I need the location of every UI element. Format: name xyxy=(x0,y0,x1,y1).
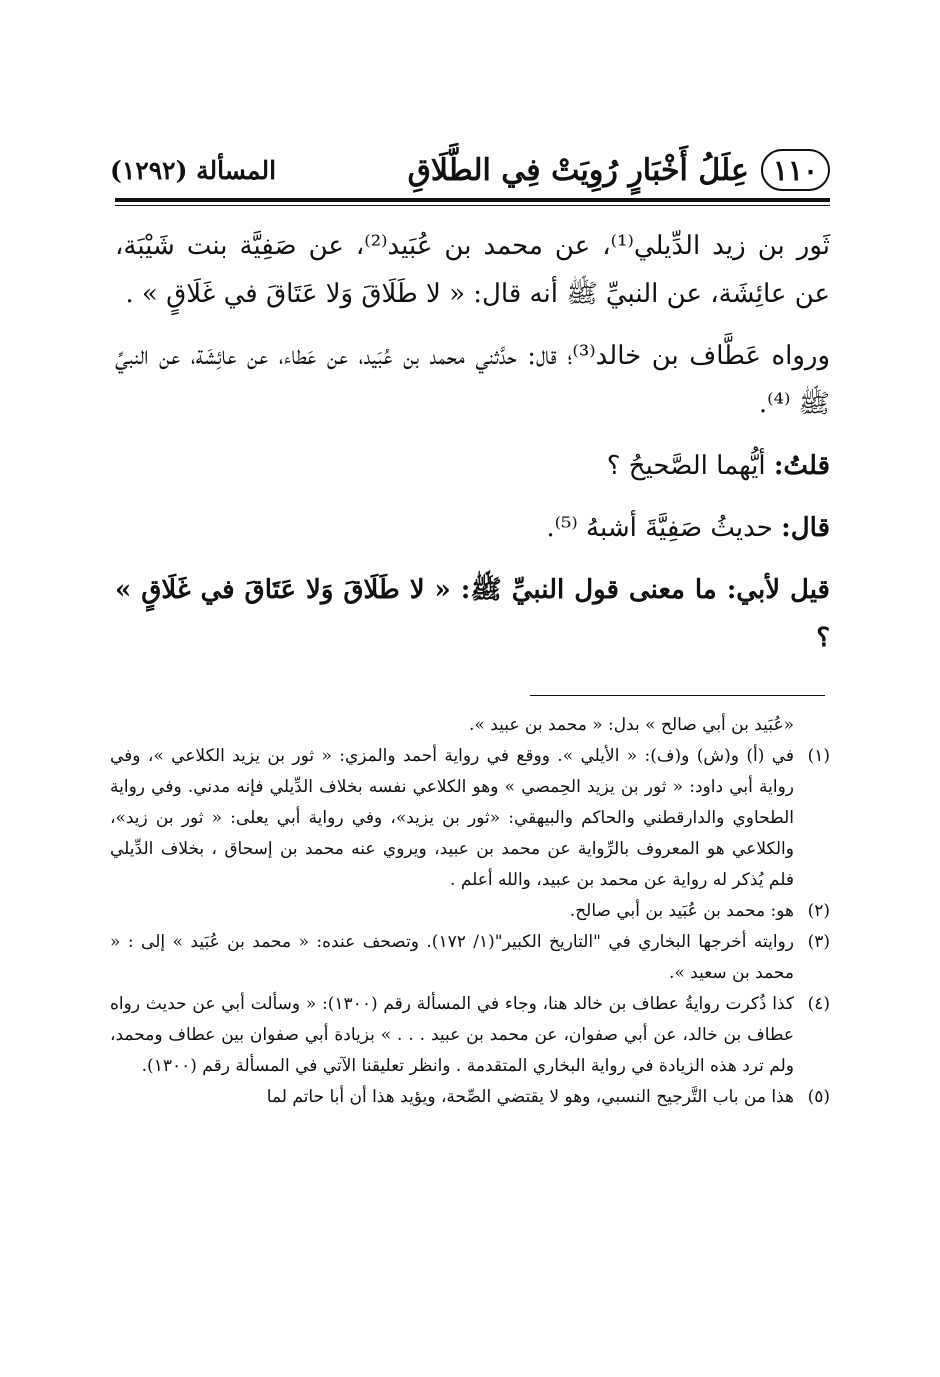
page-number: ١١٠ xyxy=(761,149,830,191)
question-label: قلتُ: xyxy=(773,451,830,481)
footnote-text: في (أ) و(ش) و(ف): « الأيلي ». ووقع في رواية أحمد والمزي: « ثور بن يزيد الكلاعي »، وفي رواية أبي داود: « ثور بن يزيد الحِمصي » وهو الكلاعي نفسه بخلاف الدِّيلي فإنه مدني. وفي رواية الطحاوي والدارقطني والحاكم والبيهقي: «ثور بن يزيد»، وفي رواية أبي يعلى: « ثور بن زيد»، والكلاعي هو المعروف بالرِّواية عن محمد بن عبيد، ويروي عنه محمد بن إسحاق ، بخلاف الدِّيلي فلم يُذكر له رواية عن محمد بن عبيد، والله أعلم . xyxy=(110,746,794,890)
footnote-continuation: «عُبَيد بن أبي صالح » بدل: « محمد بن عبيد ». xyxy=(468,715,794,735)
footnote-text: هذا من باب التَّرجيح النسبي، وهو لا يقتضي الصِّحة، ويؤيد هذا أن أبا حاتم لما xyxy=(266,1087,794,1107)
header-rule-thick xyxy=(115,198,830,202)
footnote-number: (٢) xyxy=(807,901,830,921)
footnote-2 xyxy=(110,896,830,927)
footnote-number: (٤) xyxy=(807,994,830,1014)
paragraph-2: ورواه عَطَّاف بن خالد⁽³⁾؛ قال: حدَّثني محمد بن عُبَيد، عن عَطاء، عن عائِشَة، عن النبيِّ ﷺ ⁽⁴⁾. xyxy=(115,341,830,419)
footnote-5 xyxy=(110,1082,830,1113)
footnote-3 xyxy=(110,927,830,989)
paragraph-1: ثَور بن زيد الدِّيلي⁽¹⁾، عن محمد بن عُبَيد⁽²⁾، عن صَفِيَّة بنت شَيْبَة، عن عائِشَة، عن النبيِّ ﷺ أنه قال: « لا طَلَاقَ وَلا عَتَاقَ في غَلَاقٍ » . xyxy=(115,231,831,309)
answer-label: قال: xyxy=(781,513,830,543)
answer-text: حديثُ صَفِيَّةَ أشبهُ ⁽⁵⁾. xyxy=(546,513,773,543)
page-header xyxy=(110,145,830,195)
footnote-4 xyxy=(110,989,830,1082)
footnote-number: (١) xyxy=(807,746,830,766)
header-rule-thin xyxy=(115,205,830,206)
footnotes xyxy=(110,710,830,1113)
footnote-text: هو: محمد بن عُبَيد بن أبي صالح. xyxy=(569,901,794,921)
issue-label: المسألة (١٢٩٢) xyxy=(110,155,277,185)
main-text xyxy=(115,222,830,662)
paragraph-5: قيل لأبي: ما معنى قول النبيِّ ﷺ: « لا طَلَاقَ وَلا عَتَاقَ في غَلَاقٍ » ؟ xyxy=(115,575,830,653)
footnote-separator xyxy=(530,695,825,696)
answer-line xyxy=(115,504,830,552)
book-title: عِلَلُ أَخْبَارٍ رُوِيَتْ فِي الطَّلَاقِ xyxy=(407,152,749,188)
footnote-1 xyxy=(110,741,830,896)
question-line xyxy=(115,442,830,490)
footnote-number: (٣) xyxy=(807,932,830,952)
footnote-text: روايته أخرجها البخاري في "التاريخ الكبير"(١/ ١٧٢). وتصحف عنده: « محمد بن عُبَيد » إلى : « محمد بن سعيد ». xyxy=(110,932,794,983)
footnote-number: (٥) xyxy=(807,1087,830,1107)
footnote-text: كذا ذُكرت روايةُ عطاف بن خالد هنا، وجاء في المسألة رقم (١٣٠٠): « وسألت أبي عن حديث رواه عطاف بن خالد، عن أبي صفوان، عن محمد بن عبيد . . . » بزيادة أبي صفوان بين عطاف ومحمد، ولم ترد هذه الزيادة في رواية البخاري المتقدمة . وانظر تعليقنا الآتي في المسألة رقم (١٣٠٠). xyxy=(110,994,794,1076)
question-text: أيُّهما الصَّحيحُ ؟ xyxy=(606,451,766,481)
